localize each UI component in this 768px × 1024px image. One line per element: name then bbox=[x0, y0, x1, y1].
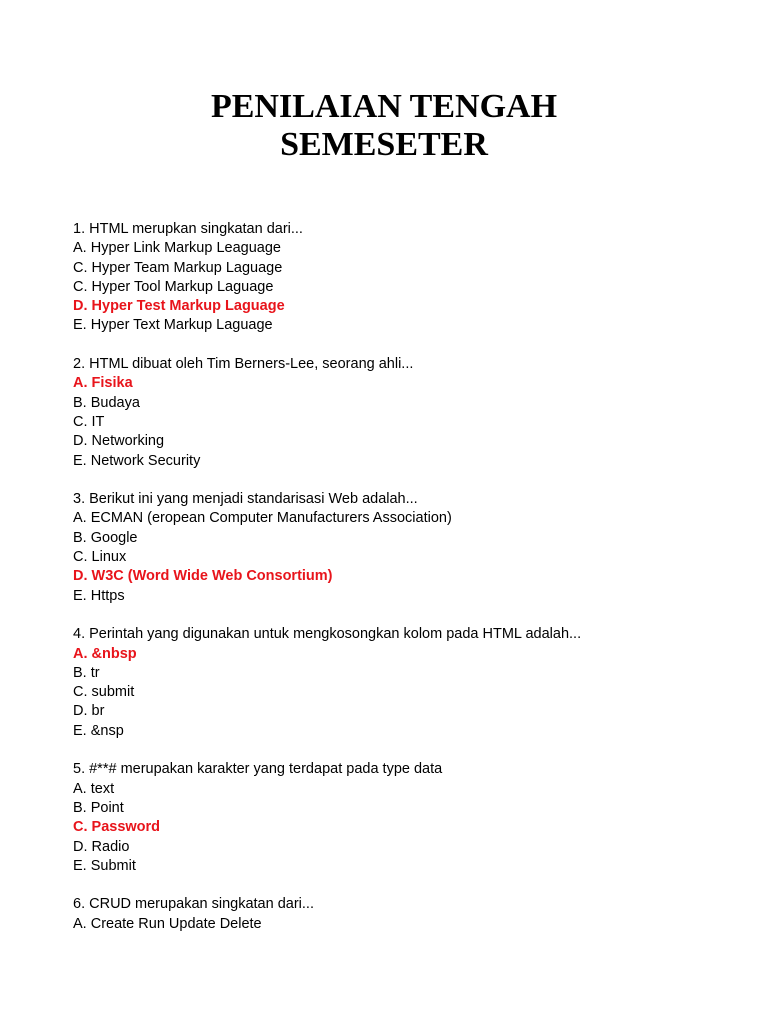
question-text: 4. Perintah yang digunakan untuk mengkosongkan kolom pada HTML adalah... bbox=[73, 626, 582, 643]
answer-option: C. submit bbox=[73, 684, 135, 701]
question-text: 6. CRUD merupakan singkatan dari... bbox=[73, 896, 314, 913]
answer-option: C. IT bbox=[73, 413, 105, 430]
answer-option: A. text bbox=[73, 780, 115, 797]
answer-option-marked: D. Hyper Test Markup Laguage bbox=[73, 298, 285, 315]
answer-option: C. Linux bbox=[73, 549, 127, 566]
question-block bbox=[73, 625, 753, 741]
answer-option: E. Https bbox=[73, 587, 125, 604]
question-block bbox=[73, 490, 753, 606]
answer-option: A. ECMAN (eropean Computer Manufacturers Association) bbox=[73, 510, 452, 527]
answer-option: E. &nsp bbox=[73, 722, 124, 739]
answer-option: B. Budaya bbox=[73, 394, 140, 411]
answer-option: D. br bbox=[73, 703, 105, 720]
answer-option-marked: C. Password bbox=[73, 819, 161, 836]
answer-option-marked: D. W3C (Word Wide Web Consortium) bbox=[73, 568, 333, 585]
answer-option: E. Submit bbox=[73, 857, 136, 874]
question-text: 5. #**# merupakan karakter yang terdapat pada type data bbox=[73, 761, 443, 778]
answer-option: C. Hyper Tool Markup Laguage bbox=[73, 278, 274, 295]
question-text: 1. HTML merupkan singkatan dari... bbox=[73, 221, 303, 237]
question-text: 2. HTML dibuat oleh Tim Berners-Lee, seorang ahli... bbox=[73, 356, 414, 373]
page-title bbox=[0, 88, 768, 164]
answer-option: B. Point bbox=[73, 799, 124, 816]
answer-option-marked: A. Fisika bbox=[73, 375, 133, 392]
question-block bbox=[73, 760, 753, 876]
answer-option: A. Hyper Link Markup Leaguage bbox=[73, 240, 281, 257]
question-text: 3. Berikut ini yang menjadi standarisasi Web adalah... bbox=[73, 491, 418, 508]
answer-option: E. Network Security bbox=[73, 452, 201, 469]
answer-option: A. Create Run Update Delete bbox=[73, 915, 262, 932]
question-list bbox=[73, 220, 753, 953]
answer-option: D. Networking bbox=[73, 433, 165, 450]
answer-option: E. Hyper Text Markup Laguage bbox=[73, 317, 273, 334]
question-block bbox=[73, 355, 753, 471]
answer-option: D. Radio bbox=[73, 838, 130, 855]
question-block bbox=[73, 220, 753, 336]
answer-option-marked: A. &nbsp bbox=[73, 645, 137, 662]
question-block bbox=[73, 895, 753, 934]
title-line-1: PENILAIAN TENGAH bbox=[210, 88, 558, 125]
answer-option: B. Google bbox=[73, 529, 138, 546]
title-line-2: SEMESETER bbox=[280, 126, 488, 163]
answer-option: C. Hyper Team Markup Laguage bbox=[73, 259, 283, 276]
answer-option: B. tr bbox=[73, 664, 100, 681]
